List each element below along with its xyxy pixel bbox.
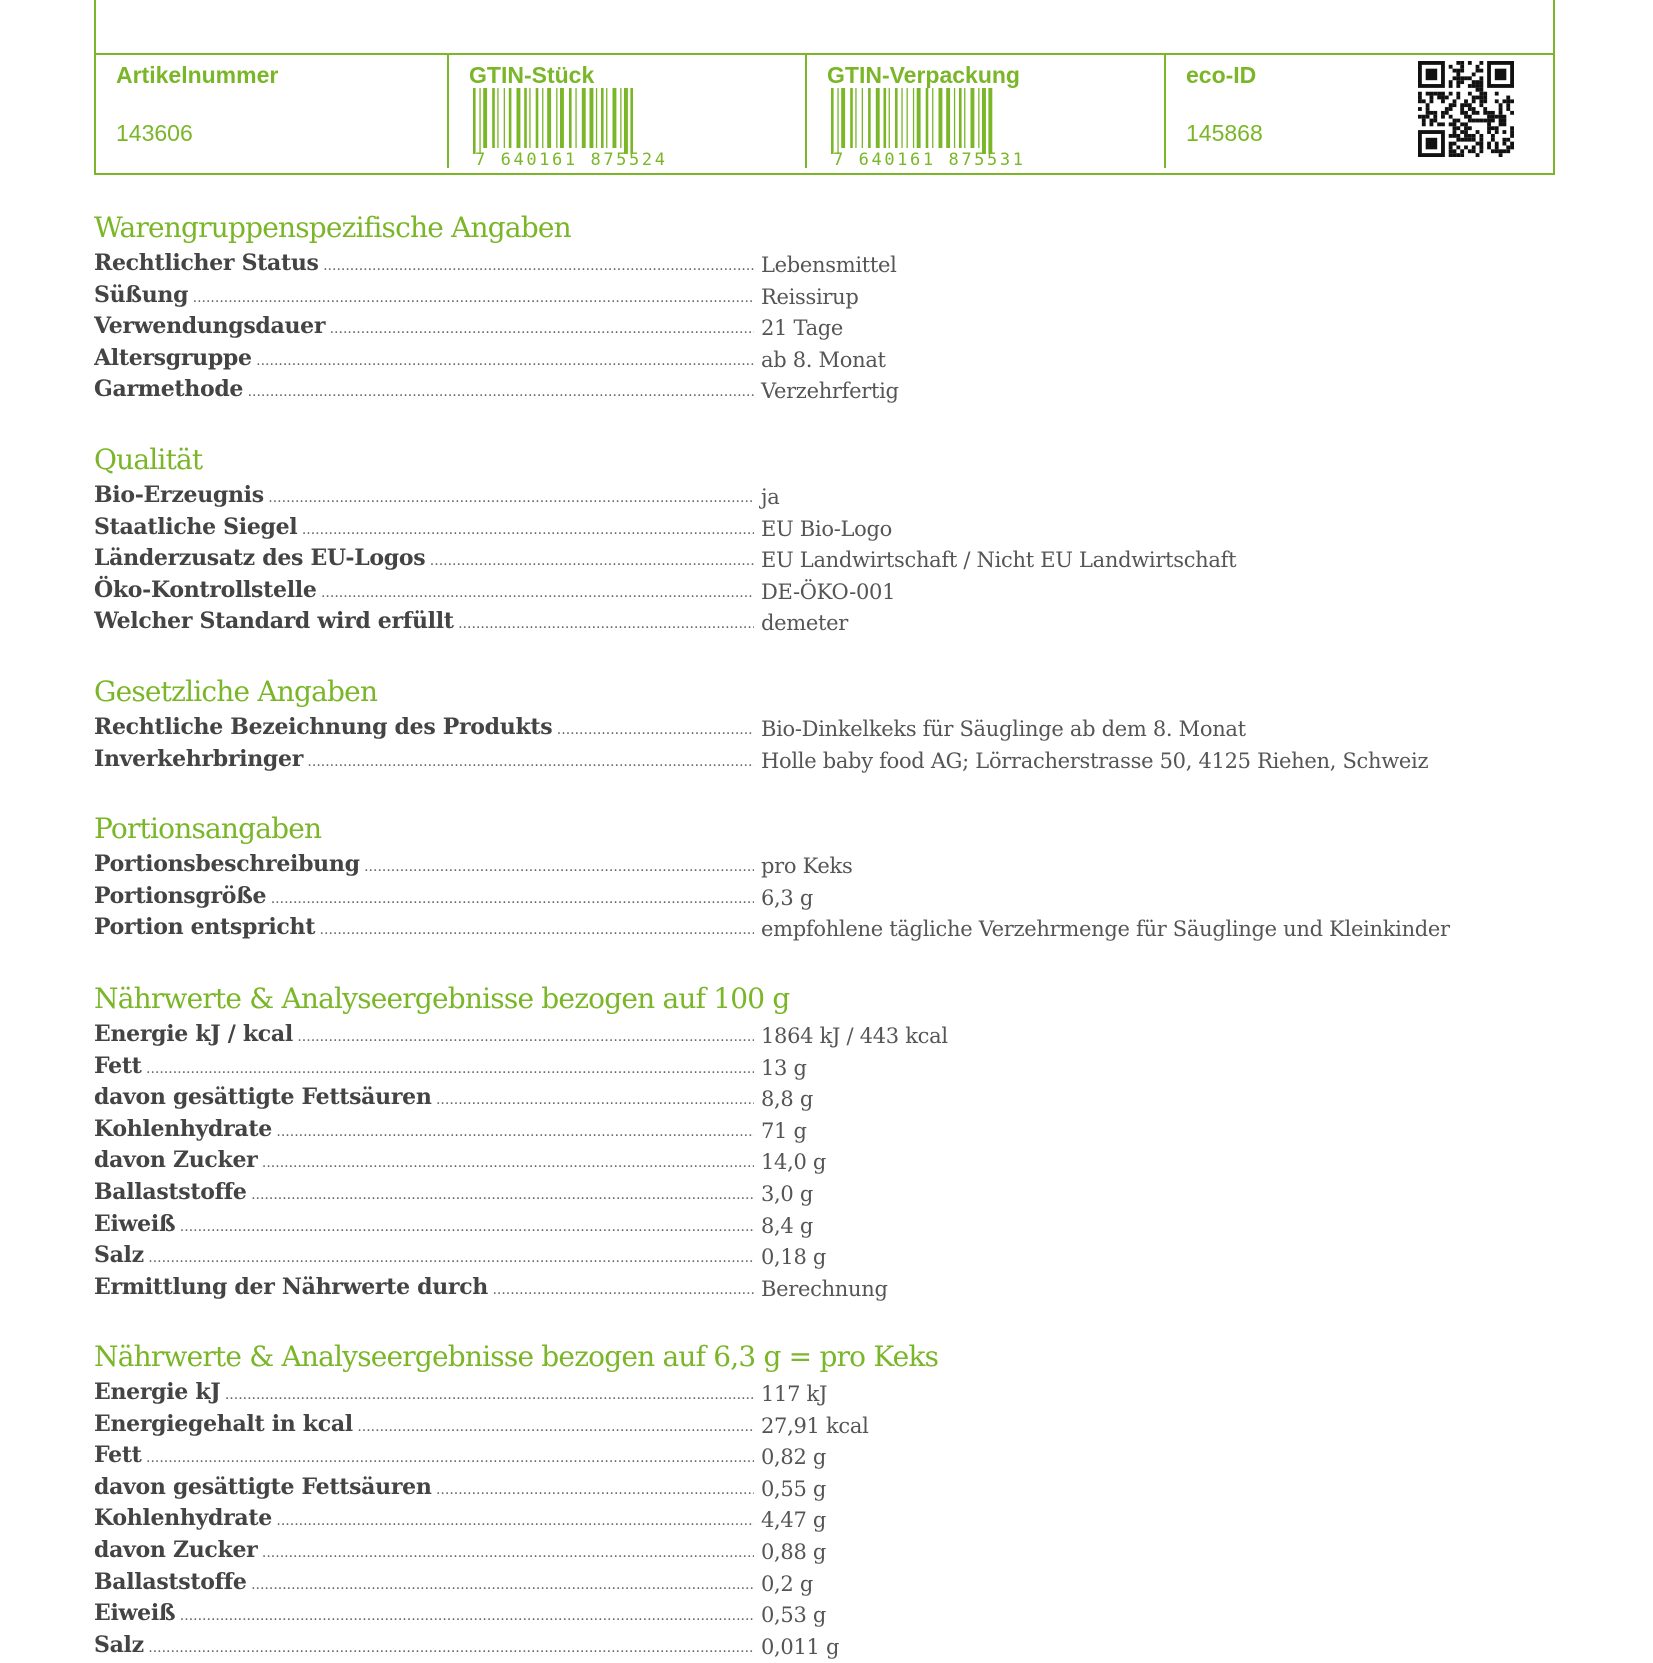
spec-row bbox=[94, 575, 1544, 605]
spec-value: 6,3 g bbox=[761, 885, 814, 910]
spec-value: 1864 kJ / 443 kcal bbox=[761, 1024, 948, 1048]
spec-label: Rechtliche Bezeichnung des Produkts ..... bbox=[94, 712, 754, 745]
spec-value: EU Landwirtschaft / Nicht EU Landwirtschaft bbox=[761, 548, 1237, 573]
section-title: Warengruppenspezifische Angaben bbox=[94, 211, 571, 244]
gtin-verpackung-digits: 7 640161 875531 bbox=[833, 150, 1026, 170]
spec-row bbox=[94, 1440, 1544, 1470]
spec-row bbox=[94, 849, 1544, 879]
spec-label: Eiweiß ..... bbox=[94, 1209, 754, 1242]
spec-row bbox=[94, 1177, 1544, 1207]
spec-row bbox=[94, 248, 1544, 278]
gtin-stueck-cell bbox=[449, 55, 805, 173]
section-title: Nährwerte & Analyseergebnisse bezogen auf 100 g bbox=[94, 982, 790, 1015]
spec-label: Portionsgröße ..... bbox=[94, 881, 754, 914]
spec-row bbox=[94, 1019, 1544, 1049]
spec-row bbox=[94, 480, 1544, 510]
spec-value: pro Keks bbox=[761, 854, 853, 878]
spec-row bbox=[94, 1409, 1544, 1439]
spec-row bbox=[94, 280, 1544, 310]
spec-label: Fett ..... bbox=[94, 1051, 754, 1084]
spec-value: 0,2 g bbox=[761, 1571, 814, 1596]
spec-row bbox=[94, 606, 1544, 636]
spec-row bbox=[94, 1209, 1544, 1239]
spec-value: Reissirup bbox=[761, 284, 859, 309]
spec-value: 0,88 g bbox=[761, 1540, 827, 1564]
spec-label: Garmethode ..... bbox=[94, 374, 754, 407]
spec-value: 0,18 g bbox=[761, 1245, 827, 1270]
spec-row bbox=[94, 1145, 1544, 1175]
spec-label: Salz ..... bbox=[94, 1240, 754, 1273]
spec-row bbox=[94, 1503, 1544, 1533]
spec-row bbox=[94, 512, 1544, 542]
spec-label: Inverkehrbringer ..... bbox=[94, 744, 754, 777]
spec-value: Lebensmittel bbox=[761, 253, 897, 277]
spec-value: 4,47 g bbox=[761, 1508, 827, 1533]
spec-row bbox=[94, 881, 1544, 911]
spec-value: Berechnung bbox=[761, 1276, 888, 1301]
spec-value: Holle baby food AG; Lörracherstrasse 50, 4125 Riehen, Schweiz bbox=[761, 748, 1429, 773]
section-title: Gesetzliche Angaben bbox=[94, 675, 378, 708]
spec-value: 71 g bbox=[761, 1118, 807, 1143]
spec-row bbox=[94, 712, 1544, 742]
spec-value: ab 8. Monat bbox=[761, 347, 886, 372]
spec-label: davon Zucker ..... bbox=[94, 1145, 754, 1178]
spec-row bbox=[94, 1082, 1544, 1112]
spec-value: Verzehrfertig bbox=[761, 379, 899, 404]
spec-row bbox=[94, 543, 1544, 573]
spec-row bbox=[94, 311, 1544, 341]
spec-row bbox=[94, 1630, 1544, 1660]
section-title: Qualität bbox=[94, 443, 203, 476]
spec-value: 8,8 g bbox=[761, 1087, 814, 1112]
spec-value: 117 kJ bbox=[761, 1382, 828, 1406]
eco-id-value: 145868 bbox=[1186, 120, 1263, 146]
spec-value: empfohlene tägliche Verzehrmenge für Säuglinge und Kleinkinder bbox=[761, 917, 1450, 942]
spec-value: 14,0 g bbox=[761, 1150, 827, 1175]
spec-row bbox=[94, 1598, 1544, 1628]
spec-label: davon gesättigte Fettsäuren ..... bbox=[94, 1082, 754, 1115]
spec-row bbox=[94, 1377, 1544, 1407]
spec-row bbox=[94, 1272, 1544, 1302]
spec-label: Ballaststoffe ..... bbox=[94, 1177, 754, 1210]
spec-value: 13 g bbox=[761, 1055, 807, 1080]
spec-row bbox=[94, 1114, 1544, 1144]
spec-label: Verwendungsdauer ..... bbox=[94, 311, 754, 344]
spec-label: Portionsbeschreibung ..... bbox=[94, 849, 754, 882]
spec-label: Portion entspricht ..... bbox=[94, 912, 754, 945]
spec-label: davon gesättigte Fettsäuren ..... bbox=[94, 1472, 754, 1505]
gtin-verpackung-label: GTIN-Verpackung bbox=[827, 62, 1020, 88]
artikelnummer-value: 143606 bbox=[116, 120, 193, 146]
spec-label: Welcher Standard wird erfüllt ..... bbox=[94, 606, 754, 639]
spec-label: Staatliche Siegel ..... bbox=[94, 512, 754, 545]
section-title: Nährwerte & Analyseergebnisse bezogen auf 6,3 g = pro Keks bbox=[94, 1340, 939, 1373]
spec-label: Öko-Kontrollstelle ..... bbox=[94, 575, 754, 608]
spec-value: demeter bbox=[761, 611, 849, 636]
gtin-verpackung-cell bbox=[807, 55, 1163, 173]
gtin-stueck-label: GTIN-Stück bbox=[469, 62, 595, 88]
spec-value: 27,91 kcal bbox=[761, 1413, 869, 1438]
spec-label: Energie kJ / kcal ..... bbox=[94, 1019, 754, 1052]
gtin-stueck-digits: 7 640161 875524 bbox=[475, 150, 668, 170]
spec-row bbox=[94, 1535, 1544, 1565]
spec-label: Fett ..... bbox=[94, 1440, 754, 1473]
spec-value: 8,4 g bbox=[761, 1213, 814, 1238]
spec-label: Altersgruppe ..... bbox=[94, 343, 754, 376]
artikelnummer-cell bbox=[96, 55, 446, 173]
spec-value: ja bbox=[761, 485, 780, 509]
artikelnummer-label: Artikelnummer bbox=[116, 62, 279, 88]
spec-row bbox=[94, 1051, 1544, 1081]
spec-label: Salz ..... bbox=[94, 1630, 754, 1663]
spec-value: 0,53 g bbox=[761, 1603, 827, 1628]
product-id-box bbox=[94, 0, 1555, 175]
spec-value: 0,82 g bbox=[761, 1445, 827, 1470]
section-title: Portionsangaben bbox=[94, 812, 322, 845]
spec-value: 0,55 g bbox=[761, 1476, 827, 1501]
spec-label: Kohlenhydrate ..... bbox=[94, 1114, 754, 1147]
eco-id-label: eco-ID bbox=[1186, 62, 1257, 88]
spec-label: Ballaststoffe ..... bbox=[94, 1567, 754, 1600]
spec-row bbox=[94, 374, 1544, 404]
spec-value: DE-ÖKO-001 bbox=[761, 579, 896, 604]
spec-label: Länderzusatz des EU-Logos ..... bbox=[94, 543, 754, 576]
spec-row bbox=[94, 343, 1544, 373]
spec-label: davon Zucker ..... bbox=[94, 1535, 754, 1568]
spec-label: Energie kJ ..... bbox=[94, 1377, 754, 1410]
spec-row bbox=[94, 1567, 1544, 1597]
spec-label: Bio-Erzeugnis ..... bbox=[94, 480, 754, 513]
spec-value: 3,0 g bbox=[761, 1182, 814, 1206]
gtin-verpackung-barcode bbox=[827, 88, 1012, 154]
spec-label: Kohlenhydrate ..... bbox=[94, 1503, 754, 1536]
spec-row bbox=[94, 1240, 1544, 1270]
spec-label: Rechtlicher Status ..... bbox=[94, 248, 754, 281]
spec-value: 0,011 g bbox=[761, 1634, 840, 1659]
spec-value: 21 Tage bbox=[761, 316, 844, 341]
spec-value: Bio-Dinkelkeks für Säuglinge ab dem 8. Monat bbox=[761, 717, 1246, 741]
spec-row bbox=[94, 744, 1544, 774]
spec-label: Eiweiß ..... bbox=[94, 1598, 754, 1631]
spec-label: Energiegehalt in kcal ..... bbox=[94, 1409, 754, 1442]
spec-label: Ermittlung der Nährwerte durch ..... bbox=[94, 1272, 754, 1305]
spec-value: EU Bio-Logo bbox=[761, 516, 892, 541]
qr-code-icon bbox=[1418, 61, 1514, 157]
spec-label: Süßung ..... bbox=[94, 280, 754, 313]
spec-row bbox=[94, 1472, 1544, 1502]
gtin-stueck-barcode bbox=[469, 88, 654, 154]
spec-row bbox=[94, 912, 1544, 942]
